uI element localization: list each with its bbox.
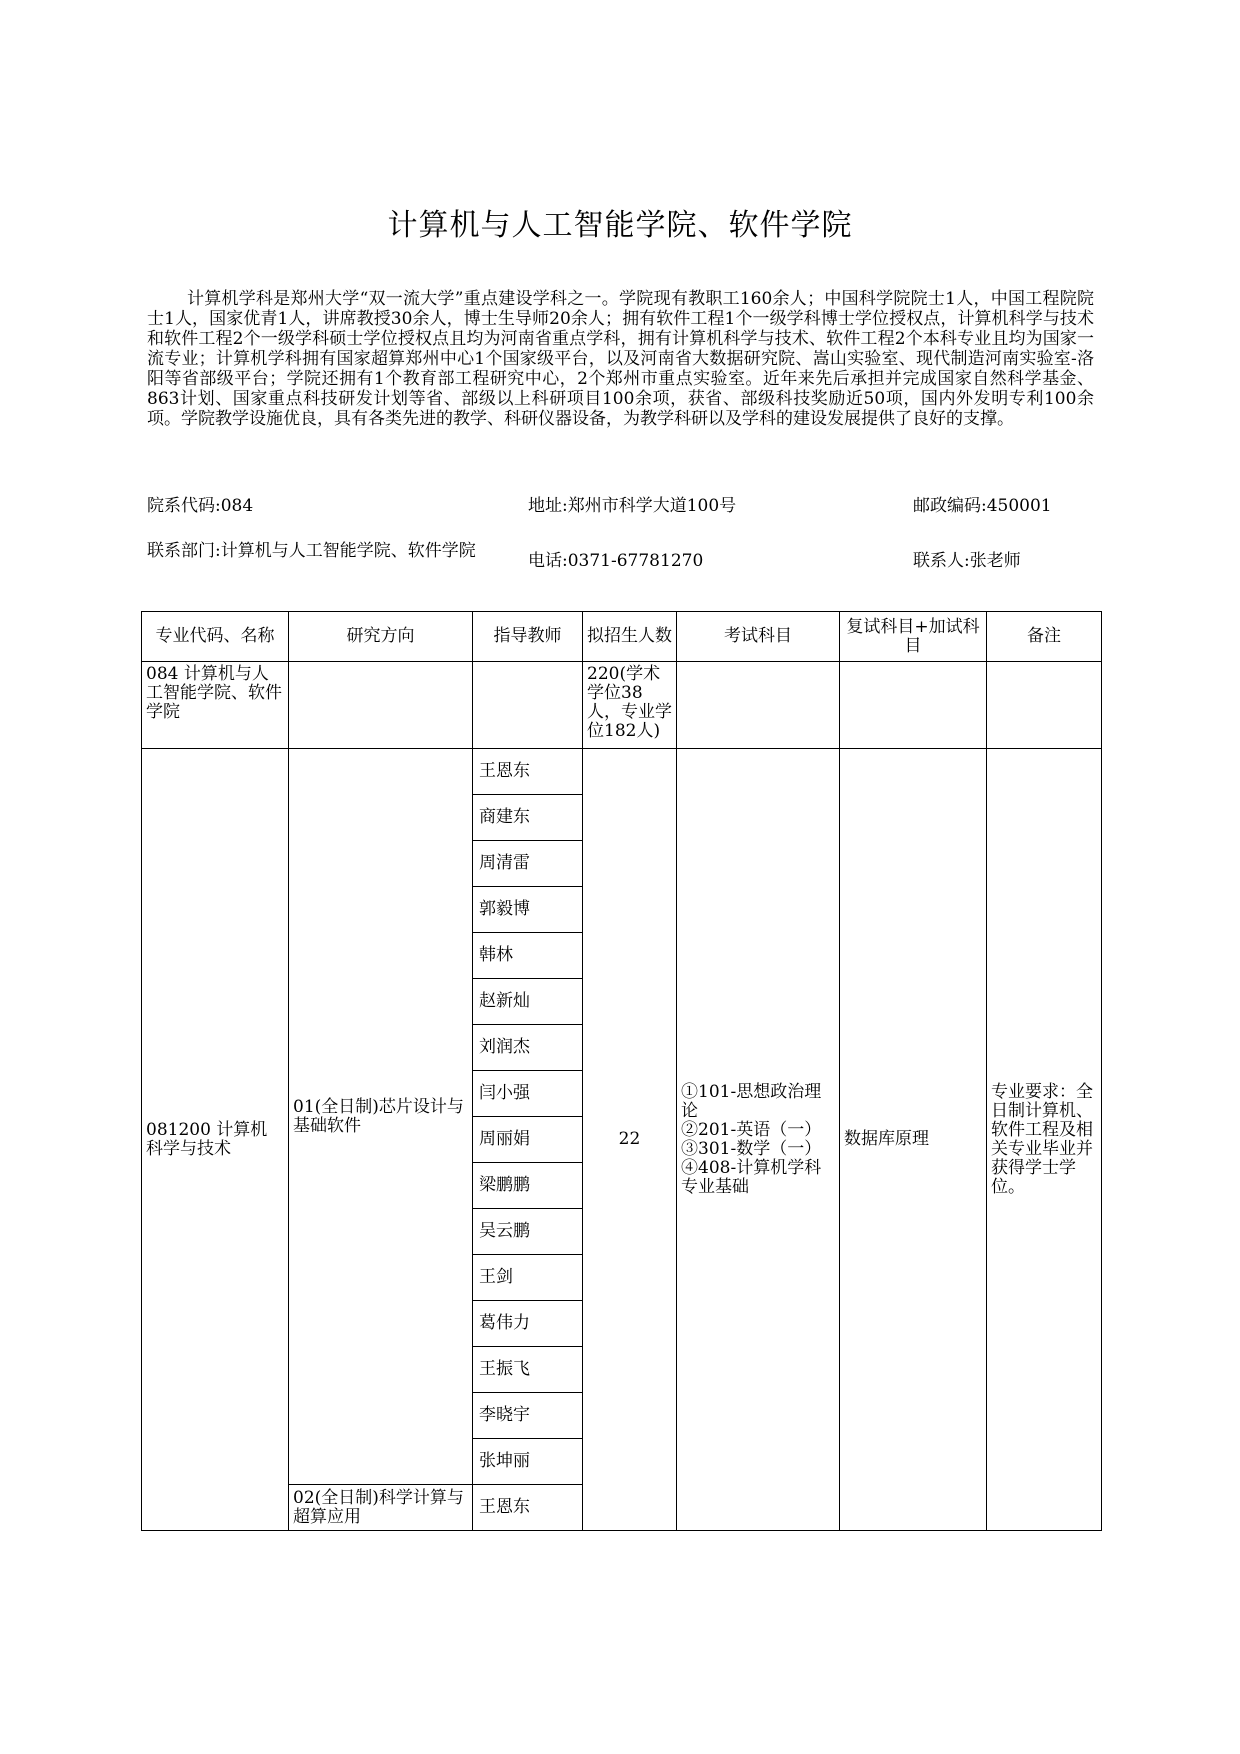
advisor: 梁鹏鹏 <box>473 1163 583 1209</box>
remark: 专业要求：全日制计算机、软件工程及相关专业毕业并获得学士学位。 <box>987 749 1102 1531</box>
direction-01: 01(全日制)芯片设计与基础软件 <box>289 749 473 1485</box>
advisor: 王振飞 <box>473 1347 583 1393</box>
exam-item: ④408-计算机学科专业基础 <box>681 1157 822 1197</box>
table-header-row <box>142 612 1102 662</box>
advisor: 郭毅博 <box>473 887 583 933</box>
empty-cell <box>840 662 987 749</box>
advisor: 商建东 <box>473 795 583 841</box>
page-title: 计算机与人工智能学院、软件学院 <box>387 208 853 243</box>
exam-item: ②201-英语（一） <box>681 1119 822 1140</box>
header-major: 专业代码、名称 <box>142 612 289 662</box>
header-retest: 复试科目+加试科目 <box>840 612 987 662</box>
major-quota: 22 <box>583 749 677 1531</box>
advisor: 王恩东 <box>473 749 583 795</box>
header-direction: 研究方向 <box>289 612 473 662</box>
advisor: 刘润杰 <box>473 1025 583 1071</box>
empty-cell <box>677 662 840 749</box>
exam-item: ③301-数学（一） <box>681 1138 822 1159</box>
exam-subjects <box>677 749 840 1531</box>
header-quota: 拟招生人数 <box>583 612 677 662</box>
empty-cell <box>987 662 1102 749</box>
postcode: 邮政编码:450001 <box>913 496 1052 516</box>
contact-person: 联系人:张老师 <box>913 551 1021 571</box>
header-remark: 备注 <box>987 612 1102 662</box>
intro-text: 计算机学科是郑州大学“双一流大学”重点建设学科之一。学院现有教职工160余人；中国科学院院士1人，中国工程院院士1人，国家优青1人，讲席教授30余人，博士生导师20余人；拥有软件工程1个一级学科博士学位授权点，计算机科学与技术和软件工程2个一级学科硕士学位授权点且均为河南省重点学科，拥有计算机科学与技术、软件工程2个本科专业且均为国家一流专业；计算机学科拥有国家超算郑州中心1个国家级平台，以及河南省大数据研究院、嵩山实验室、现代制造河南实验室-洛阳等省部级平台；学院还拥有1个教育部工程研究中心，2个郑州市重点实验室。近年来先后承担并完成国家自然科学基金、863计划、国家重点科技研发计划等省、部级以上科研项目100余项，获省、部级科技奖励近50项，国内外发明专利100余项。学院教学设施优良，具有各类先进的教学、科研仪器设备，为教学科研以及学科的建设发展提供了良好的支撑。 <box>147 289 1094 429</box>
empty-cell <box>289 662 473 749</box>
advisor: 葛伟力 <box>473 1301 583 1347</box>
phone: 电话:0371-67781270 <box>528 551 704 571</box>
advisor: 韩林 <box>473 933 583 979</box>
header-exam: 考试科目 <box>677 612 840 662</box>
dept-code: 院系代码:084 <box>147 496 254 516</box>
advisor: 吴云鹏 <box>473 1209 583 1255</box>
header-advisor: 指导教师 <box>473 612 583 662</box>
advisor: 张坤丽 <box>473 1439 583 1485</box>
advisor: 闫小强 <box>473 1071 583 1117</box>
exam-item: ①101-思想政治理论 <box>681 1081 822 1121</box>
advisor: 王恩东 <box>473 1485 583 1531</box>
advisor: 李晓宇 <box>473 1393 583 1439</box>
direction-02: 02(全日制)科学计算与超算应用 <box>289 1485 473 1531</box>
table-row <box>142 749 1102 795</box>
advisor: 周清雷 <box>473 841 583 887</box>
intro-paragraph <box>147 289 1094 429</box>
advisor: 周丽娟 <box>473 1117 583 1163</box>
major-code: 081200 计算机科学与技术 <box>142 749 289 1531</box>
contact-dept: 联系部门:计算机与人工智能学院、软件学院 <box>147 541 476 561</box>
empty-cell <box>473 662 583 749</box>
school-quota: 220(学术学位38人，专业学位182人) <box>583 662 677 749</box>
school-code: 084 计算机与人工智能学院、软件学院 <box>142 662 289 749</box>
enrollment-table <box>141 611 1102 1531</box>
retest-subject: 数据库原理 <box>840 749 987 1531</box>
advisor: 赵新灿 <box>473 979 583 1025</box>
address: 地址:郑州市科学大道100号 <box>528 496 737 516</box>
advisor: 王剑 <box>473 1255 583 1301</box>
table-row-school <box>142 662 1102 749</box>
